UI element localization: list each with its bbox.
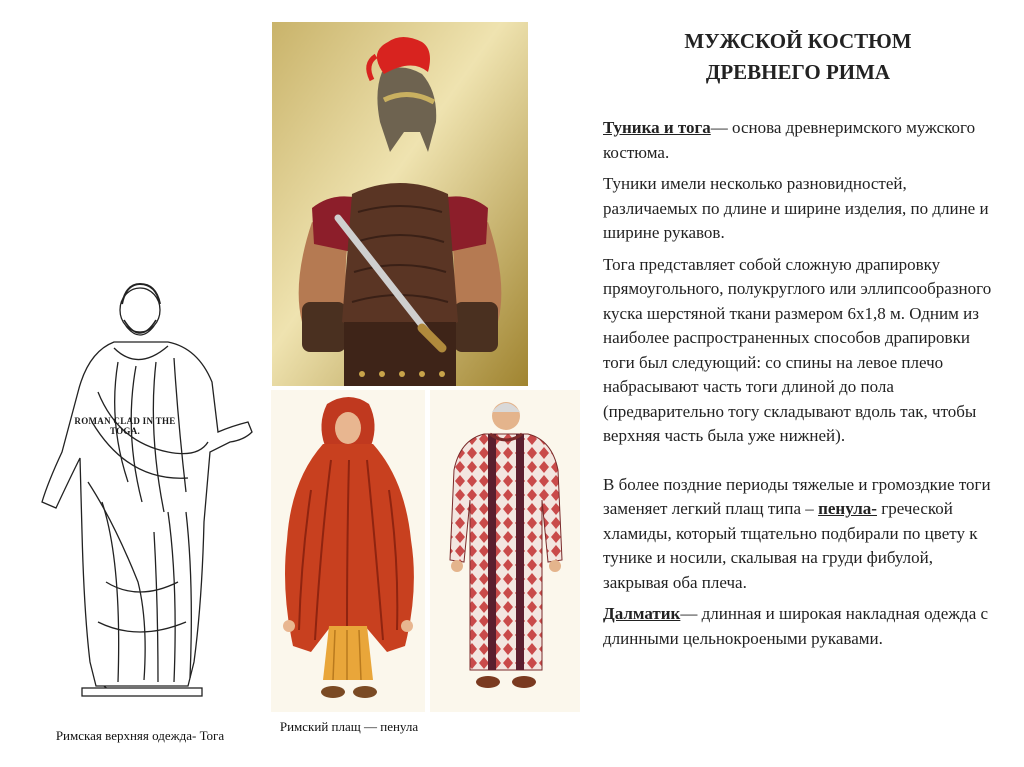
roman-soldier-image	[272, 22, 528, 386]
toga-engraving-image	[18, 282, 258, 722]
term-penula: пенула-	[818, 499, 877, 518]
paragraph-1-text: — основа древнеримского мужского костюма.	[603, 118, 976, 162]
title-line-1: МУЖСКОЙ КОСТЮМ	[684, 29, 912, 53]
description-text	[603, 116, 998, 658]
paragraph-dalmatic	[603, 602, 998, 651]
paragraph-tunic-toga	[603, 116, 998, 165]
dalmatic-image	[430, 390, 580, 712]
paragraph-toga-draping: Тога представляет собой сложную драпировку прямоугольного, полукруглого или эллипсообразного куска шерстяной ткани размером 6х1,8 м. Одним из наиболее распространенных способов драпировки тоги был следующий: со спины на левое плечо набрасывают часть тоги длиной до пола (предварительно тогу складывают вдоль так, чтобы верхняя часть была уже нижней).	[603, 254, 992, 445]
penula-cloak-image	[271, 390, 425, 712]
toga-caption: Римская верхняя одежда- Тога	[55, 728, 225, 743]
paragraph-5-text: — длинная и широкая накладная одежда с длинными цельнокроеными рукавами.	[603, 604, 989, 648]
paragraph-4-text-a: В более поздние периоды тяжелые и громоздкие тоги заменяет легкий плащ типа –	[603, 474, 991, 518]
paragraph-4-text-b: греческой хламиды, который тщательно подбирали по цвету к тунике и носили, скалывая на груди фибулой, закрывая оба плеча.	[603, 499, 978, 592]
term-tunic-toga: Туника и тога	[603, 118, 711, 137]
penula-caption: Римский плащ — пенула	[279, 719, 419, 734]
engraving-label: ROMAN CLAD IN THE TOGA.	[74, 416, 176, 436]
title-line-2: ДРЕВНЕГО РИМА	[705, 60, 891, 84]
paragraph-penula	[603, 473, 998, 596]
paragraph-tunic-types: Туники имели несколько разновидностей, различаемых по длине и ширине изделия, по длине и ширине рукавов.	[603, 174, 989, 242]
slide-title	[608, 26, 988, 88]
term-dalmatic: Далматик	[603, 604, 681, 623]
